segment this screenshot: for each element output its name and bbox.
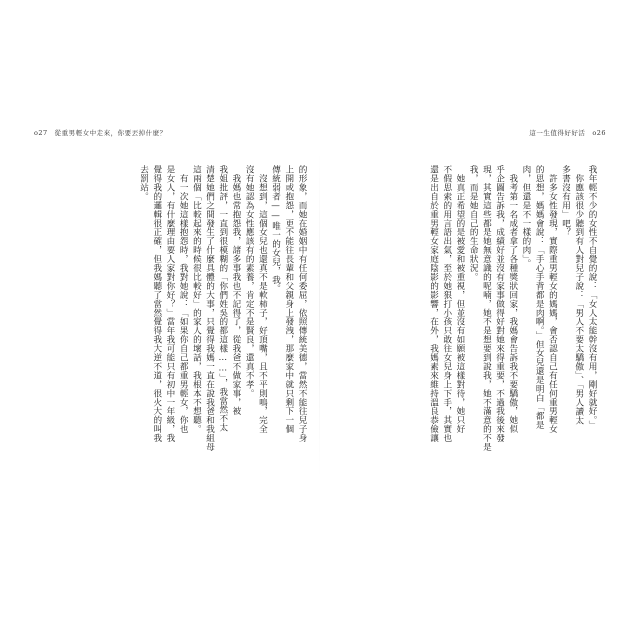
text-line: 的思想，媽媽會說：「手心手背都是肉啊。」但女兒還是明白「都是	[534, 165, 545, 430]
text-line: 上開或抱怨，更不能往長輩和父親身上發洩，那麼家中就只剩下一個	[283, 165, 294, 434]
text-line: 我姐批評，一直到很模糊的「你們姓吳的都這樣……」，我當然不太	[217, 165, 228, 432]
text-line: 不假思索的用言語出氣，至於她狠打小孩只敢往女兒身上下手，其實也	[441, 165, 452, 443]
left-page-body	[116, 165, 308, 483]
text-line: 清楚她們之間發生了什麼具體的大事，只覺得我媽一直在說我爸和我組母	[204, 165, 215, 452]
text-line: 她真正希望的是被愛和被重視，但並沒有如願被這樣對待，她只好	[454, 165, 465, 434]
text-line: 去罰站。	[138, 165, 149, 201]
text-line: 多書沒有用」吧？	[560, 165, 571, 237]
text-line: 這兩個「比較起來的時候很比較好」的家人的壞話，我根本不想聽。	[191, 165, 202, 434]
text-line: 有一次她這樣抱怨時，我對她說：「如果你自己都重男輕女，你也	[178, 165, 189, 434]
right-page-header: 這一生值得好好活 o26	[529, 129, 606, 137]
text-line: 現，其實這些都是她無意識的呢喃，她不是想要到說我，她不滿意的不是	[481, 165, 492, 452]
text-line: 我年輕不少的女性不自覺的說：「女人太能幹沒有用，剛好就好。」	[587, 165, 597, 430]
right-page-body	[330, 165, 598, 483]
text-line: 我考第一名成者拿了各種獎狀回家，我媽會告訴我不要驕傲，她似	[507, 165, 518, 434]
text-line: 覺得我的邏輯很正確，但我媽聽了當然覺得我大逆不道，很火大的叫我	[151, 165, 162, 443]
text-line: 我媽也常抱怨我，諸多事我也不記得了，從我爸不做家事，被	[230, 165, 241, 416]
text-line: 你應該很少聽到有人對兒子說：「男人不要太驕傲」、「男人讀太	[573, 165, 584, 425]
text-line: 沒想到，這個女兒也還真不是軟柿子，好頂嘴，且不平則鳴，完全	[257, 165, 268, 434]
text-line: 我，而是她自己的生命狀況。	[468, 165, 479, 282]
text-line: 的形象，而她在婚姻中有任何委屈，依照傳統美德，當然不能往兒子身	[297, 165, 307, 443]
text-line: 是女人，有什麼理由要人家對你好？」當年我可能只有初中一年級，我	[164, 165, 175, 443]
page-gutter	[319, 150, 320, 480]
text-line: 還是出自於重男輕女家庭陰影的影響，在外，我媽素來維持溫良恭儉讓	[428, 165, 439, 443]
left-page-header: o27 從重男輕女中走來，你要丟掉什麼？	[34, 129, 167, 137]
text-line: 沒有她認為女性應該有的素養，肯定不是賢良，還真不孝。	[244, 165, 255, 398]
text-line: 傳統弱者——唯一的女兒，我。	[270, 165, 281, 294]
text-line: 許多女性發現，實際重男輕女的媽媽，會否認自己有任何重男輕女	[547, 165, 558, 434]
text-line: 肉，但還是不一樣的肉」。	[520, 165, 531, 269]
text-line: 乎企圖告訴我，成績好並沒有家事做得好對她來得重要，不過我後來發	[494, 165, 505, 443]
